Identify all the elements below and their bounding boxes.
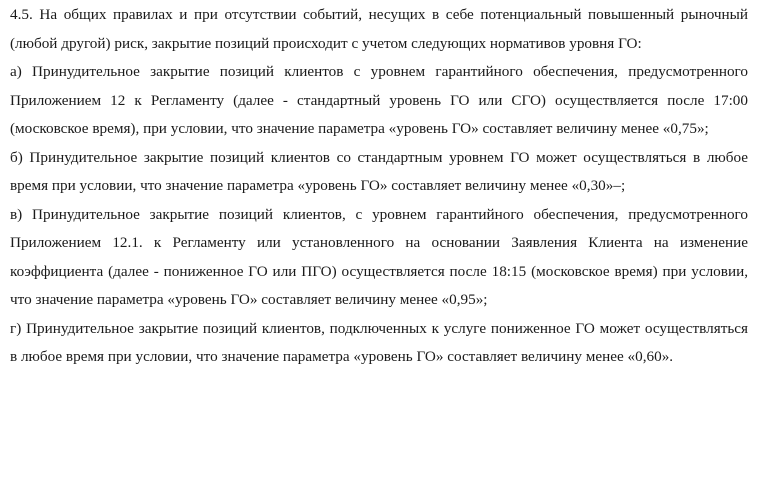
clause-g: г) Принудительное закрытие позиций клиентов, подключенных к услуге пониженное ГО может осуществляться в любое время при условии, что значение параметра «уровень ГО» составляет величину менее «0,60».	[10, 319, 748, 365]
clause-v: в) Принудительное закрытие позиций клиентов, с уровнем гарантийного обеспечения, предусмотренного Приложением 12.1. к Регламенту или установленного на основании Заявления Клиента на изменение коэффициента (далее - пониженное ГО или ПГО) осуществляется после 18:15 (московское время) при условии, что значение параметра «уровень ГО» составляет величину менее «0,95»;	[10, 205, 748, 308]
section-intro: 4.5. На общих правилах и при отсутствии событий, несущих в себе потенциальный повышенный рыночный (любой другой) риск, закрытие позиций происходит с учетом следующих нормативов уровня ГО:	[10, 6, 748, 52]
clause-a: а) Принудительное закрытие позиций клиентов с уровнем гарантийного обеспечения, предусмотренного Приложением 12 к Регламенту (далее - стандартный уровень ГО или СГО) осуществляется после 17:00 (московское время), при условии, что значение параметра «уровень ГО» составляет величину менее «0,75»;	[10, 63, 748, 137]
clause-b: б) Принудительное закрытие позиций клиентов со стандартным уровнем ГО может осуществляться в любое время при условии, что значение параметра «уровень ГО» составляет величину менее «0,30»–;	[10, 148, 748, 194]
